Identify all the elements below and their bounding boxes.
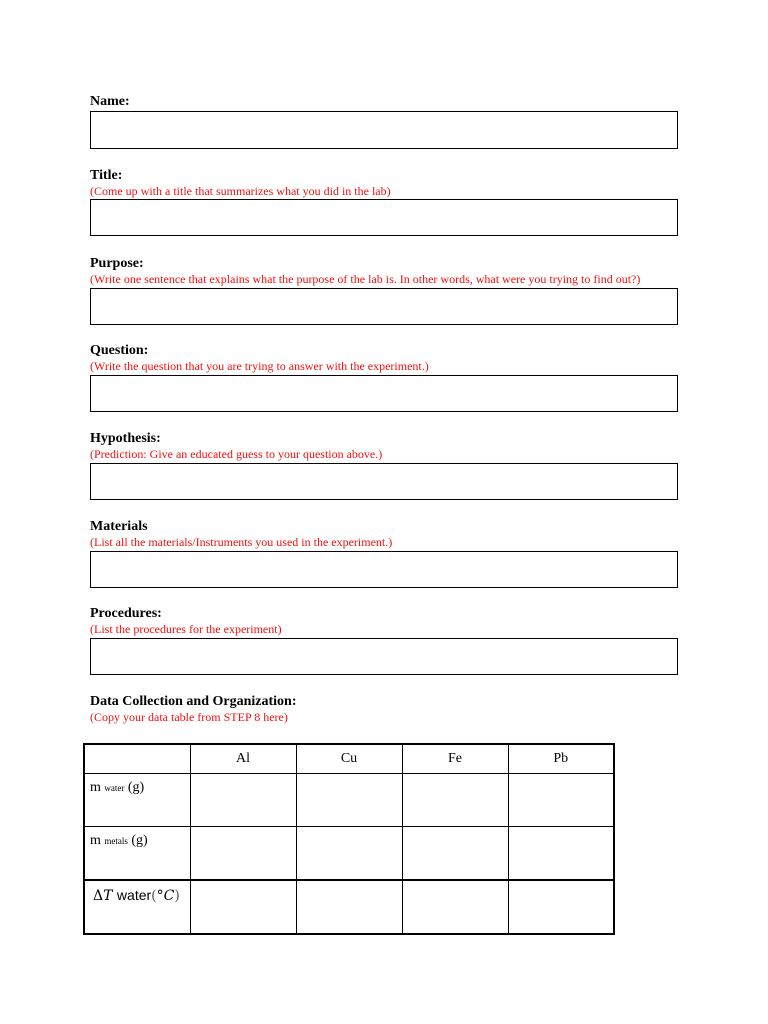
row-label-main: m xyxy=(90,780,101,795)
hypothesis-section xyxy=(90,431,678,500)
materials-hint: (List all the materials/Instruments you used in the experiment.) xyxy=(90,535,393,549)
purpose-hint: (Write one sentence that explains what the purpose of the lab is. In other words, what were you trying to find out?) xyxy=(90,272,641,286)
row-label-var: T xyxy=(103,888,113,904)
procedures-section xyxy=(90,606,678,675)
data-section-label: Data Collection and Organization: xyxy=(90,694,297,709)
table-cell[interactable] xyxy=(296,774,402,827)
row-label-unit: (g) xyxy=(127,780,145,795)
table-header-corner xyxy=(84,744,190,774)
row-label-unit-open: ( xyxy=(151,888,157,904)
name-label: Name: xyxy=(90,94,130,109)
question-input-box[interactable] xyxy=(90,375,678,412)
data-table xyxy=(83,743,615,935)
title-label: Title: xyxy=(90,168,123,183)
table-header-cu: Cu xyxy=(296,744,402,774)
table-header-al: Al xyxy=(190,744,296,774)
table-cell[interactable] xyxy=(402,774,508,827)
row-label-unit: °C xyxy=(156,888,175,904)
table-header-row xyxy=(84,744,614,774)
hypothesis-label: Hypothesis: xyxy=(90,431,161,446)
row-label-unit-close: ) xyxy=(174,888,180,904)
name-input-box[interactable] xyxy=(90,111,678,149)
question-label: Question: xyxy=(90,343,149,358)
data-section xyxy=(90,694,678,724)
row-label-unit: (g) xyxy=(131,833,148,848)
materials-input-box[interactable] xyxy=(90,551,678,588)
row-label-delta: Δ xyxy=(93,888,104,904)
data-section-hint: (Copy your data table from STEP 8 here) xyxy=(90,710,288,724)
table-cell[interactable] xyxy=(296,827,402,881)
purpose-label: Purpose: xyxy=(90,256,144,271)
procedures-hint: (List the procedures for the experiment) xyxy=(90,622,282,636)
purpose-section xyxy=(90,256,678,325)
table-cell[interactable] xyxy=(402,880,508,934)
materials-section xyxy=(90,519,678,588)
table-row-mass-water xyxy=(84,774,614,827)
row-label-word: water xyxy=(116,887,152,903)
table-cell[interactable] xyxy=(190,774,296,827)
question-hint: (Write the question that you are trying to answer with the experiment.) xyxy=(90,359,429,373)
hypothesis-hint: (Prediction: Give an educated guess to your question above.) xyxy=(90,447,383,461)
table-header-fe: Fe xyxy=(402,744,508,774)
table-cell[interactable] xyxy=(508,880,614,934)
row-label-mass-metals xyxy=(84,827,190,881)
title-section xyxy=(90,168,678,236)
table-cell[interactable] xyxy=(190,880,296,934)
title-hint: (Come up with a title that summarizes what you did in the lab) xyxy=(90,184,391,198)
row-label-delta-t-water xyxy=(84,880,190,934)
row-label-main: m xyxy=(90,833,101,848)
table-row-mass-metals xyxy=(84,827,614,881)
row-label-sub: metals xyxy=(104,836,128,846)
table-cell[interactable] xyxy=(508,774,614,827)
question-section xyxy=(90,343,678,412)
title-input-box[interactable] xyxy=(90,199,678,236)
row-label-mass-water xyxy=(84,774,190,827)
procedures-label: Procedures: xyxy=(90,606,162,621)
table-cell[interactable] xyxy=(402,827,508,881)
hypothesis-input-box[interactable] xyxy=(90,463,678,500)
name-section xyxy=(90,94,678,149)
table-cell[interactable] xyxy=(296,880,402,934)
table-cell[interactable] xyxy=(508,827,614,881)
procedures-input-box[interactable] xyxy=(90,638,678,675)
row-label-sub: water xyxy=(104,783,125,793)
table-header-pb: Pb xyxy=(508,744,614,774)
materials-label: Materials xyxy=(90,519,148,534)
table-row-delta-t-water xyxy=(84,880,614,934)
purpose-input-box[interactable] xyxy=(90,288,678,325)
table-cell[interactable] xyxy=(190,827,296,881)
